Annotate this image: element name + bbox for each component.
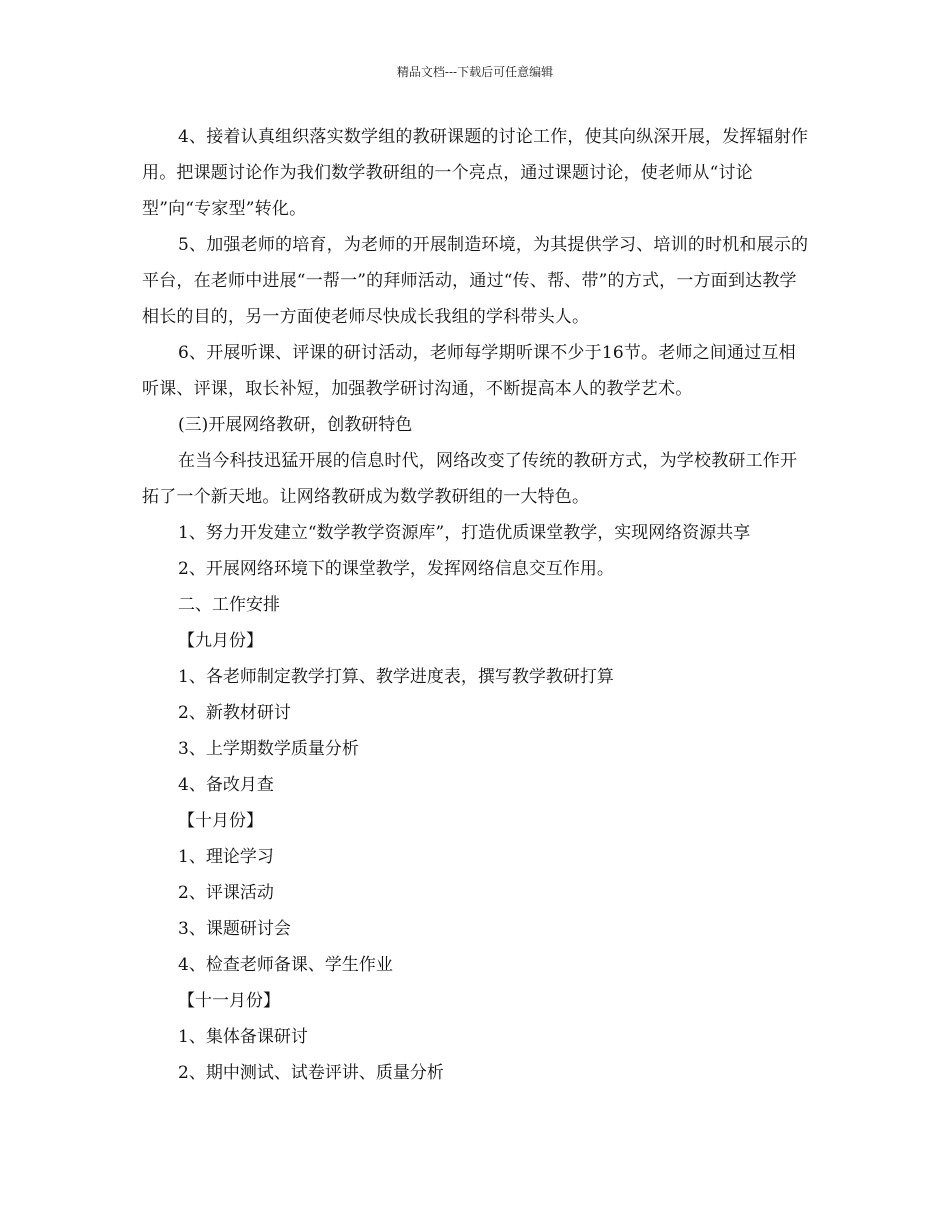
network-item-1: 1、努力开发建立“数学教学资源库”，打造优质课堂教学，实现网络资源共享 xyxy=(178,523,751,543)
list-item: 2、期中测试、试卷评讲、质量分析 xyxy=(178,1063,444,1083)
list-item: 2、评课活动 xyxy=(178,883,274,903)
page-header: 精品文档---下载后可任意编辑 xyxy=(396,65,554,79)
list-item: 1、各老师制定教学打算、教学进度表，撰写教学教研打算 xyxy=(178,667,614,687)
network-item-2: 2、开展网络环境下的课堂教学，发挥网络信息交互作用。 xyxy=(178,559,614,579)
month-label-november: 【十一月份】 xyxy=(178,991,280,1011)
month-label-october: 【十月份】 xyxy=(178,811,263,831)
list-item: 1、集体备课研讨 xyxy=(178,1027,308,1047)
list-item: 4、备改月查 xyxy=(178,775,274,795)
paragraph-5: 5、加强老师的培育，为老师的开展制造环境，为其提供学习、培训的时机和展示的平台，在老师中进展“一帮一”的拜师活动，通过“传、帮、带”的方式，一方面到达教学相长的目的，另一方面使老师尽快成长我组的学科带头人。 xyxy=(142,235,809,327)
month-label-september: 【九月份】 xyxy=(178,631,263,651)
section-heading-schedule: 二、工作安排 xyxy=(178,595,280,615)
list-item: 3、上学期数学质量分析 xyxy=(178,739,359,759)
list-item: 3、课题研讨会 xyxy=(178,919,291,939)
list-item: 1、理论学习 xyxy=(178,847,274,867)
paragraph-4: 4、接着认真组织落实数学组的教研课题的讨论工作，使其向纵深开展，发挥辐射作用。把课题讨论作为我们数学教研组的一个亮点，通过课题讨论，使老师从“讨论型”向“专家型”转化。 xyxy=(142,127,809,219)
section-heading-network: (三)开展网络教研，创教研特色 xyxy=(178,415,413,435)
network-intro: 在当今科技迅猛开展的信息时代，网络改变了传统的教研方式，为学校教研工作开拓了一个新天地。让网络教研成为数学教研组的一大特色。 xyxy=(142,451,798,507)
list-item: 4、检查老师备课、学生作业 xyxy=(178,955,393,975)
list-item: 2、新教材研讨 xyxy=(178,703,291,723)
document-body xyxy=(142,119,810,1091)
paragraph-6: 6、开展听课、评课的研讨活动，老师每学期听课不少于16节。老师之间通过互相听课、评课，取长补短，加强教学研讨沟通，不断提高本人的教学艺术。 xyxy=(142,343,796,399)
